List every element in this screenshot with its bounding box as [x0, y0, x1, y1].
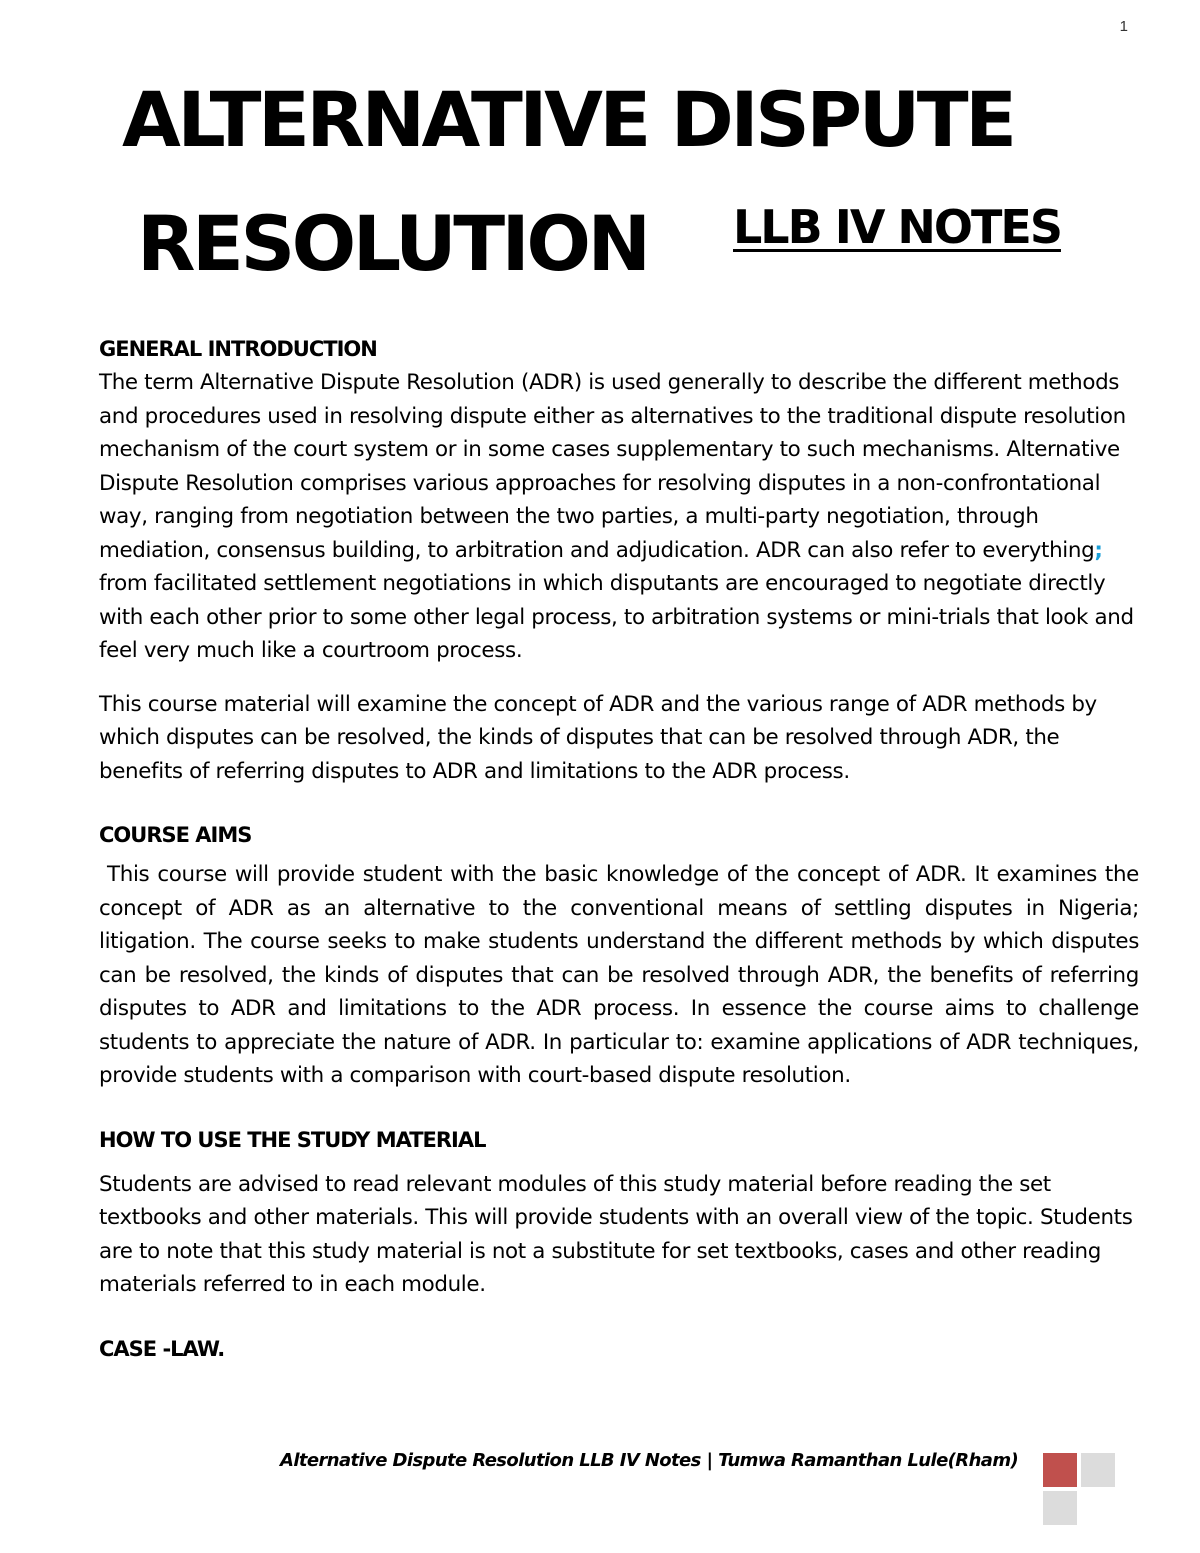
course-aims-paragraph: This course will provide student with the basic knowledge of the concept of ADR. It examines the concept of ADR as an alternative to the conventional means of settling disputes in Nigeria; litigation. The course seeks to make students understand the different methods by which disputes can be resolved, the kinds of disputes that can be resolved through ADR, the benefits of referring disputes to ADR and limitations to the ADR process. In essence the course aims to challenge students to appreciate the nature of ADR. In particular to: examine applications of ADR techniques, provide students with a comparison with court-based dispute resolution. — [99, 862, 1139, 1088]
section-heading-general-introduction: GENERAL INTRODUCTION — [99, 337, 377, 361]
document-body — [99, 332, 1139, 1366]
intro-paragraph-1-part-1: The term Alternative Dispute Resolution (ADR) is used generally to describe the different methods and procedures used in resolving dispute either as alternatives to the traditional dispute resolution mechanism of the court system or in some cases supplementary to such mechanisms. Alternative Dispute Resolution comprises various approaches for resolving disputes in a non-confrontational way, ranging from negotiation between the two parties, a multi-party negotiation, through mediation, consensus building, to arbitration and adjudication. ADR can also refer to everything — [99, 370, 1126, 563]
section-heading-case-law: CASE -LAW. — [99, 1336, 225, 1361]
intro-paragraph-1 — [99, 366, 1139, 668]
footer-decoration-square-gray — [1043, 1491, 1077, 1525]
document-subtitle: LLB IV NOTES — [733, 200, 1061, 254]
highlighted-semicolon: ; — [1094, 537, 1103, 563]
page-number: 1 — [1119, 18, 1128, 35]
footer-decoration-square-red — [1043, 1453, 1077, 1487]
document-title-line-1: ALTERNATIVE DISPUTE — [122, 75, 1014, 164]
footer-decoration-square-gray — [1081, 1453, 1115, 1487]
page-footer: Alternative Dispute Resolution LLB IV Notes | Tumwa Ramanthan Lule(Rham) — [280, 1450, 1019, 1471]
document-title-line-2: RESOLUTION — [137, 199, 648, 288]
intro-paragraph-2: This course material will examine the concept of ADR and the various range of ADR methods by which disputes can be resolved, the kinds of disputes that can be resolved through ADR, the benefits of referring disputes to ADR and limitations to the ADR process. — [99, 691, 1097, 784]
section-heading-how-to-use: HOW TO USE THE STUDY MATERIAL — [99, 1127, 486, 1152]
section-heading-course-aims: COURSE AIMS — [99, 823, 252, 847]
how-to-use-paragraph: Students are advised to read relevant modules of this study material before reading the set textbooks and other materials. This will provide students with an overall view of the topic. Students are to note that this study material is not a substitute for set textbooks, cases and other reading materials referred to in each module. — [99, 1171, 1133, 1297]
intro-paragraph-1-part-2: from facilitated settlement negotiations in which disputants are encouraged to negotiate directly with each other prior to some other legal process, to arbitration systems or mini-trials that look and feel very much like a courtroom process. — [99, 571, 1134, 663]
